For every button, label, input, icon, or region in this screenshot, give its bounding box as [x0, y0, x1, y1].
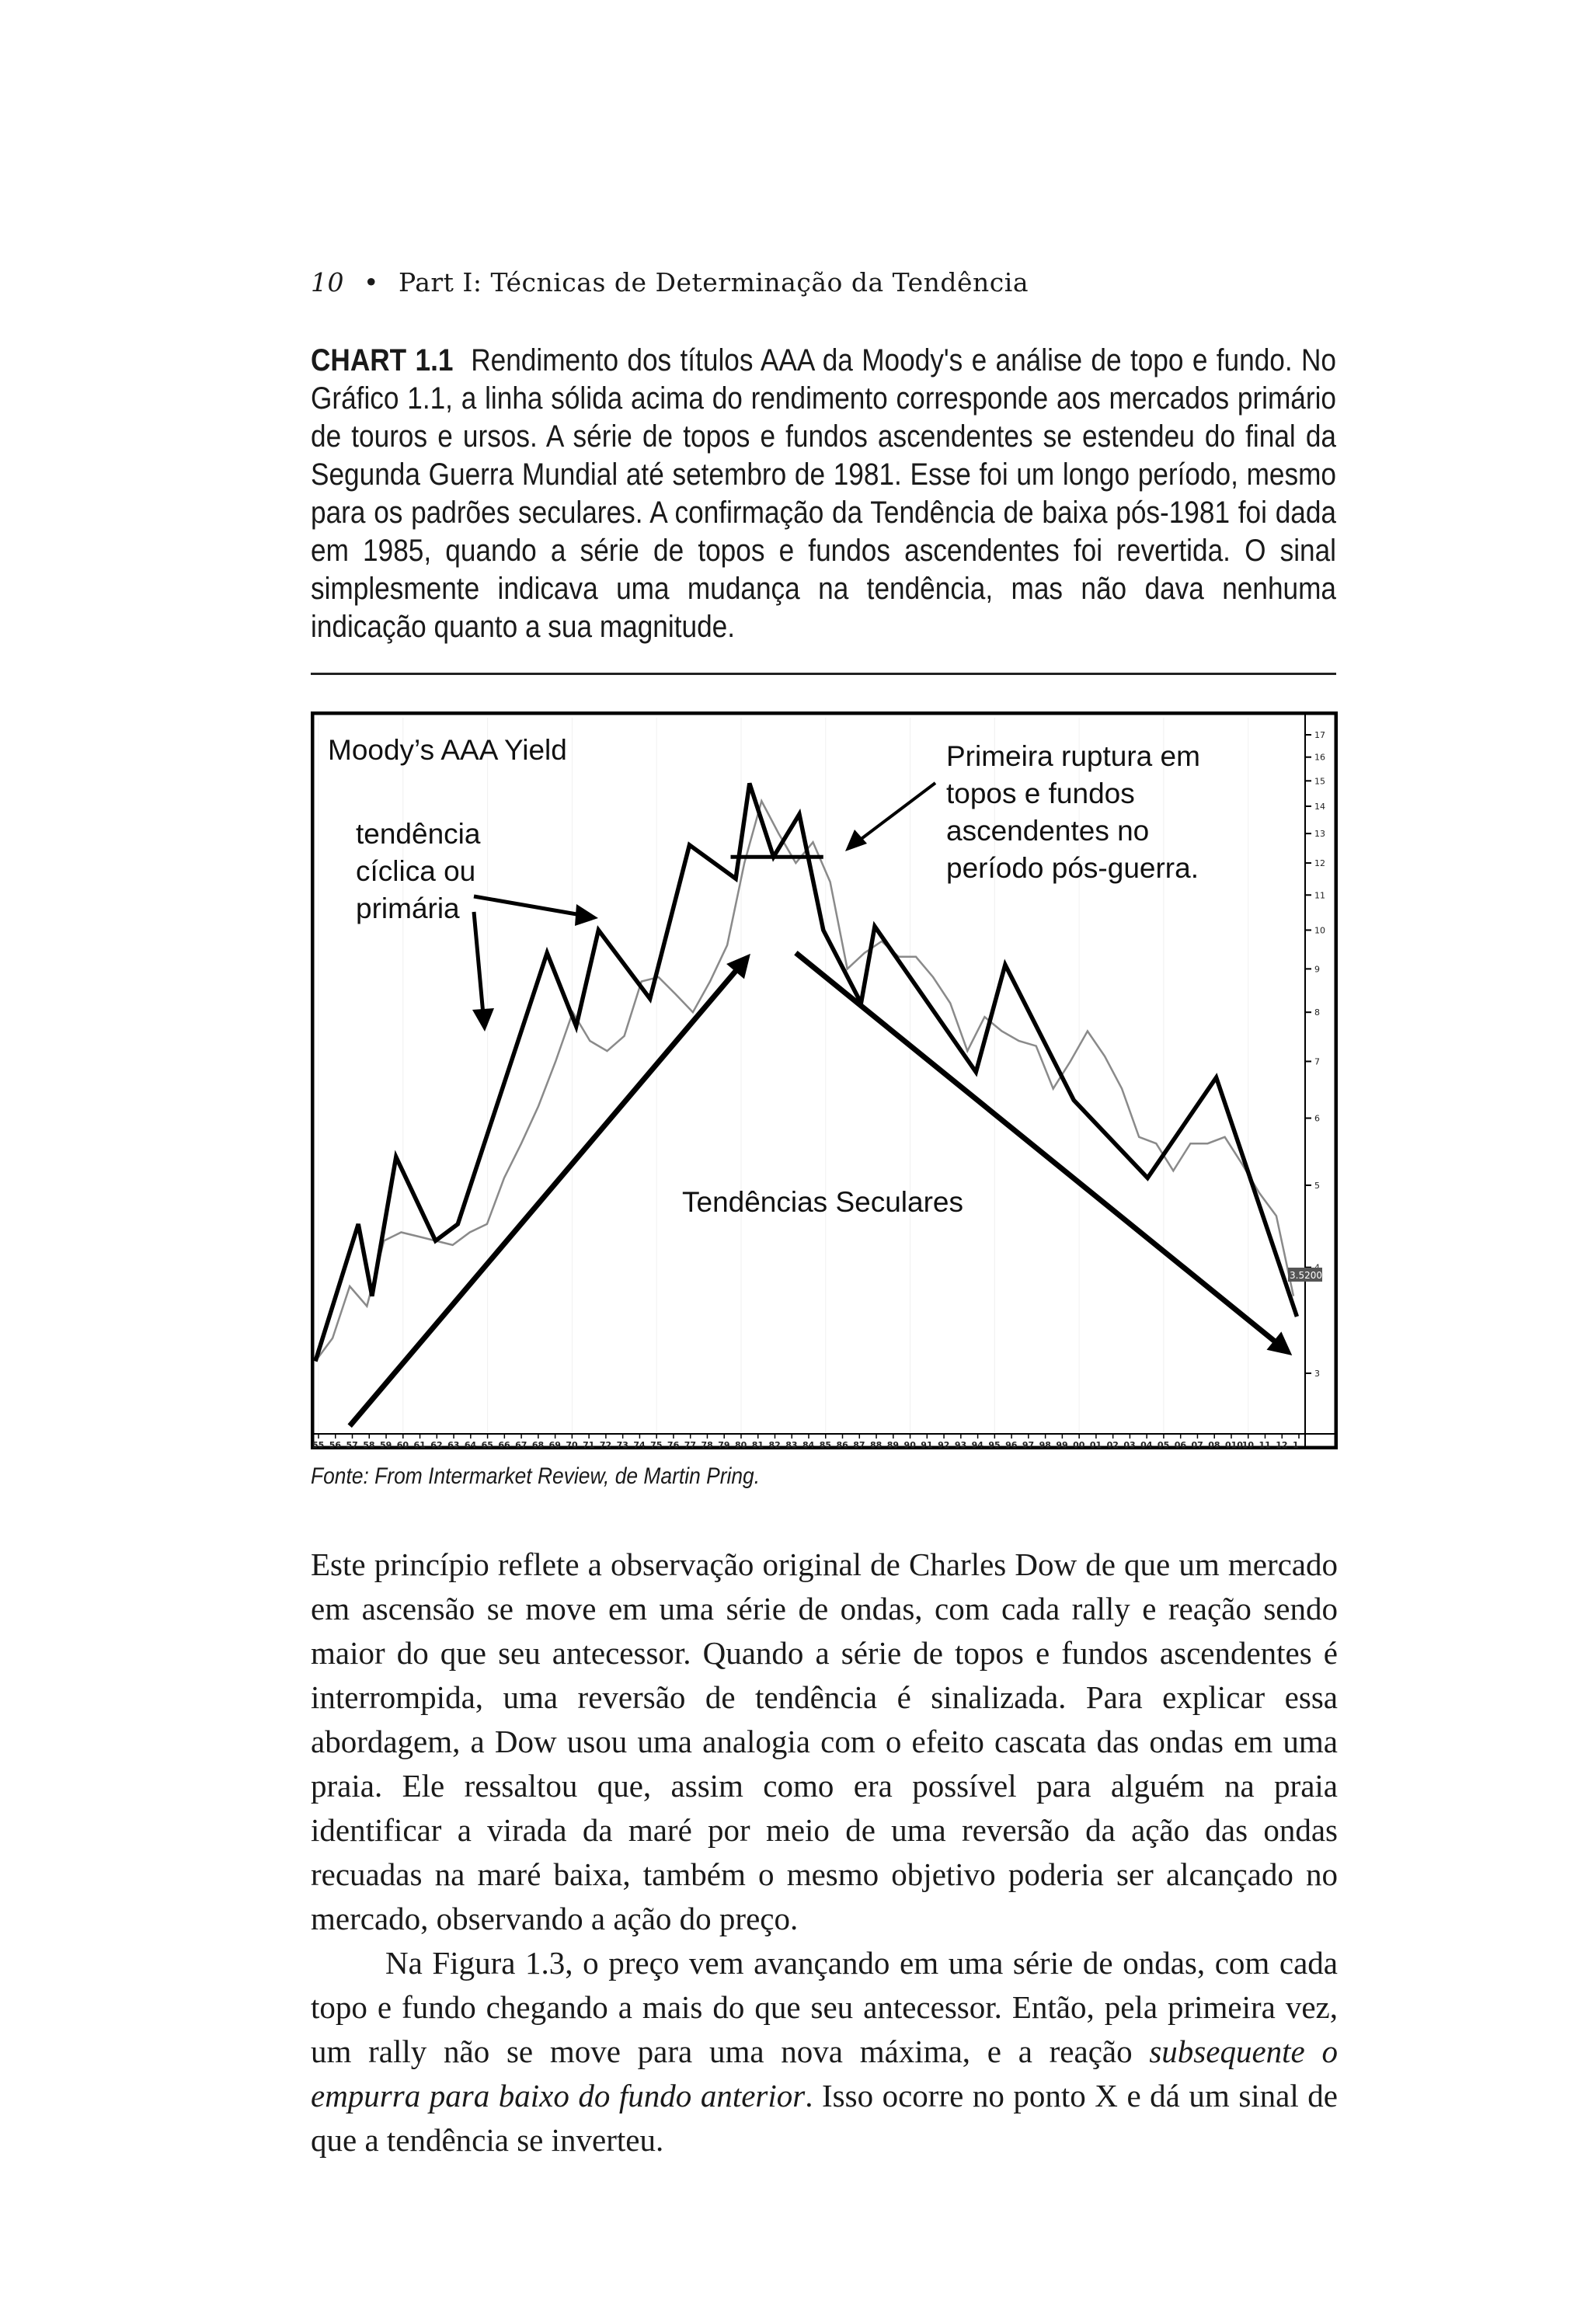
- x-tick-label: 61: [413, 1440, 426, 1449]
- x-tick-label: 71: [583, 1440, 595, 1449]
- first-break-label-2: topos e fundos: [946, 778, 1135, 809]
- x-tick-label: 89: [886, 1440, 900, 1449]
- x-tick-label: 11: [1259, 1440, 1271, 1449]
- x-tick-label: 86: [836, 1440, 848, 1449]
- x-tick-label: 00: [1073, 1440, 1085, 1449]
- x-tick-label: 57: [346, 1440, 358, 1449]
- x-tick-label: 63: [447, 1440, 460, 1449]
- x-tick-label: 12: [1276, 1440, 1288, 1449]
- x-tick-label: 10: [1241, 1440, 1255, 1449]
- primary-trend-label-2: cíclica ou: [356, 855, 476, 887]
- x-tick-label: 07: [1191, 1440, 1203, 1449]
- x-tick-label: 73: [616, 1440, 628, 1449]
- x-tick-label: 77: [684, 1440, 697, 1449]
- caption-text: Rendimento dos títulos AAA da Moody's e análise de topo e fundo. No Gráfico 1.1, a linha sólida acima do rendimento corresponde aos mercados primário de touros e ursos. A série de topos e fundos ascendentes se estendeu do final da Segunda Guerra Mundial até setembro de 1981. Esse foi um longo período, mesmo para os padrões seculares. A confirmação da Tendência de baixa pós-1981 foi dada em 1985, quando a série de topos e fundos ascendentes foi revertida. O sinal simplesmente indicava uma mudança na tendência, mas não dava nenhuma indicação quanto a sua magnitude.: [311, 343, 1337, 644]
- x-tick-label: 87: [853, 1440, 865, 1449]
- y-tick-label: 8: [1314, 1007, 1320, 1018]
- primary-trend-label-3: primária: [356, 892, 460, 924]
- x-tick-label: 08: [1208, 1440, 1220, 1449]
- last-value: 3.5200: [1290, 1270, 1322, 1281]
- x-tick-label: 69: [548, 1440, 561, 1449]
- x-tick-label: 82: [768, 1440, 781, 1449]
- x-tick-label: 98: [1039, 1440, 1051, 1449]
- x-tick-label: 78: [701, 1440, 713, 1449]
- x-tick-label: 010: [1224, 1440, 1243, 1449]
- y-tick-label: 16: [1314, 752, 1325, 763]
- x-tick-label: 02: [1106, 1440, 1119, 1449]
- x-tick-label: 62: [430, 1440, 443, 1449]
- y-tick-label: 17: [1314, 730, 1325, 740]
- x-tick-label: 59: [380, 1440, 392, 1449]
- x-tick-label: 79: [718, 1440, 730, 1449]
- x-tick-label: 56: [329, 1440, 342, 1449]
- paragraph-2-part-b: . Isso ocorre no ponto X e dá um sinal de que a tendência se inverteu.: [311, 2078, 1338, 2158]
- paragraph-2-part-a: Na Figura 1.3, o preço vem avançando em uma série de ondas, com cada topo e fundo chegando a mais do que seu antecessor. Então, pela primeira vez, um rally não se move para uma nova máxima, e a reação: [311, 1945, 1338, 2069]
- chart-caption: [311, 342, 1336, 646]
- x-tick-label: 03: [1123, 1440, 1136, 1449]
- x-tick-label: 84: [802, 1440, 815, 1449]
- x-tick-label: 66: [498, 1440, 510, 1449]
- y-tick-label: 5: [1314, 1180, 1320, 1191]
- paragraph-2: [311, 1941, 1338, 2162]
- running-head: [311, 267, 1029, 297]
- x-tick-label: 06: [1174, 1440, 1187, 1449]
- x-tick-label: 70: [566, 1440, 578, 1449]
- x-tick-label: 64: [464, 1440, 477, 1449]
- primary-trend-label-1: tendência: [356, 818, 481, 850]
- page-number: 10: [311, 267, 344, 297]
- secular-trends-label: Tendências Seculares: [682, 1186, 963, 1218]
- x-tick-label: 94: [971, 1440, 983, 1449]
- y-tick-label: 7: [1314, 1056, 1320, 1067]
- y-tick-label: 6: [1314, 1113, 1320, 1124]
- x-tick-label: 93: [954, 1440, 967, 1449]
- x-tick-label: 91: [921, 1440, 933, 1449]
- x-tick-label: 60: [396, 1440, 409, 1449]
- x-tick-label: 67: [515, 1440, 527, 1449]
- x-tick-label: 92: [938, 1440, 950, 1449]
- x-tick-label: 97: [1022, 1440, 1035, 1449]
- y-tick-label: 11: [1314, 890, 1325, 901]
- first-break-label-1: Primeira ruptura em: [946, 740, 1200, 772]
- running-head-separator: •: [364, 267, 379, 297]
- x-tick-label: 05: [1157, 1440, 1170, 1449]
- x-tick-label: 1: [1293, 1440, 1299, 1449]
- x-tick-label: 55: [312, 1440, 325, 1449]
- paragraph-2-emphasis: subsequente o empurra para baixo do fundo anterior: [311, 2034, 1338, 2114]
- x-tick-label: 74: [633, 1440, 646, 1449]
- y-tick-label: 9: [1314, 964, 1320, 975]
- caption-label: CHART 1.1: [311, 343, 454, 377]
- x-tick-label: 58: [363, 1440, 375, 1449]
- x-tick-label: 68: [531, 1440, 545, 1449]
- y-tick-label: 3: [1314, 1369, 1320, 1379]
- y-tick-label: 12: [1314, 858, 1325, 869]
- x-tick-label: 72: [599, 1440, 612, 1449]
- x-tick-label: 01: [1089, 1440, 1102, 1449]
- x-tick-label: 85: [819, 1440, 832, 1449]
- running-head-section: Part I: Técnicas de Determinação da Tendência: [398, 267, 1029, 297]
- x-tick-label: 75: [650, 1440, 663, 1449]
- x-tick-label: 83: [785, 1440, 798, 1449]
- first-break-label-4: período pós-guerra.: [946, 852, 1199, 884]
- y-tick-label: 13: [1314, 829, 1325, 840]
- x-tick-label: 99: [1056, 1440, 1068, 1449]
- x-tick-label: 76: [667, 1440, 680, 1449]
- caption-rule: [311, 673, 1336, 675]
- chart-figure: [311, 711, 1338, 1449]
- y-tick-label: 10: [1314, 925, 1325, 936]
- chart-title: Moody’s AAA Yield: [328, 734, 567, 766]
- first-break-label-3: ascendentes no: [946, 815, 1150, 847]
- x-tick-label: 80: [734, 1440, 747, 1449]
- x-tick-label: 81: [751, 1440, 764, 1449]
- x-tick-label: 88: [870, 1440, 883, 1449]
- x-tick-label: 04: [1140, 1440, 1153, 1449]
- x-tick-label: 95: [988, 1440, 1001, 1449]
- x-tick-label: 65: [481, 1440, 493, 1449]
- y-tick-label: 14: [1314, 802, 1325, 812]
- paragraph-1: Este princípio reflete a observação original de Charles Dow de que um mercado em ascensão se move em uma série de ondas, com cada rally e reação sendo maior do que seu antecessor. Quando a série de topos e fundos ascendentes é interrompida, uma reversão de tendência é sinalizada. Para explicar essa abordagem, a Dow usou uma analogia com o efeito cascata das ondas em uma praia. Ele ressaltou que, assim como era possível para alguém na praia identificar a virada da maré por meio de uma reversão da ação das ondas recuadas na maré baixa, também o mesmo objetivo poderia ser alcançado no mercado, observando a ação do preço.: [311, 1546, 1338, 1936]
- yield-chart: [311, 711, 1338, 1449]
- chart-source: Fonte: From Intermarket Review, de Martin Pring.: [311, 1463, 761, 1489]
- body-text: [311, 1543, 1338, 2162]
- x-tick-label: 90: [903, 1440, 916, 1449]
- y-tick-label: 15: [1314, 776, 1325, 787]
- x-tick-label: 96: [1005, 1440, 1018, 1449]
